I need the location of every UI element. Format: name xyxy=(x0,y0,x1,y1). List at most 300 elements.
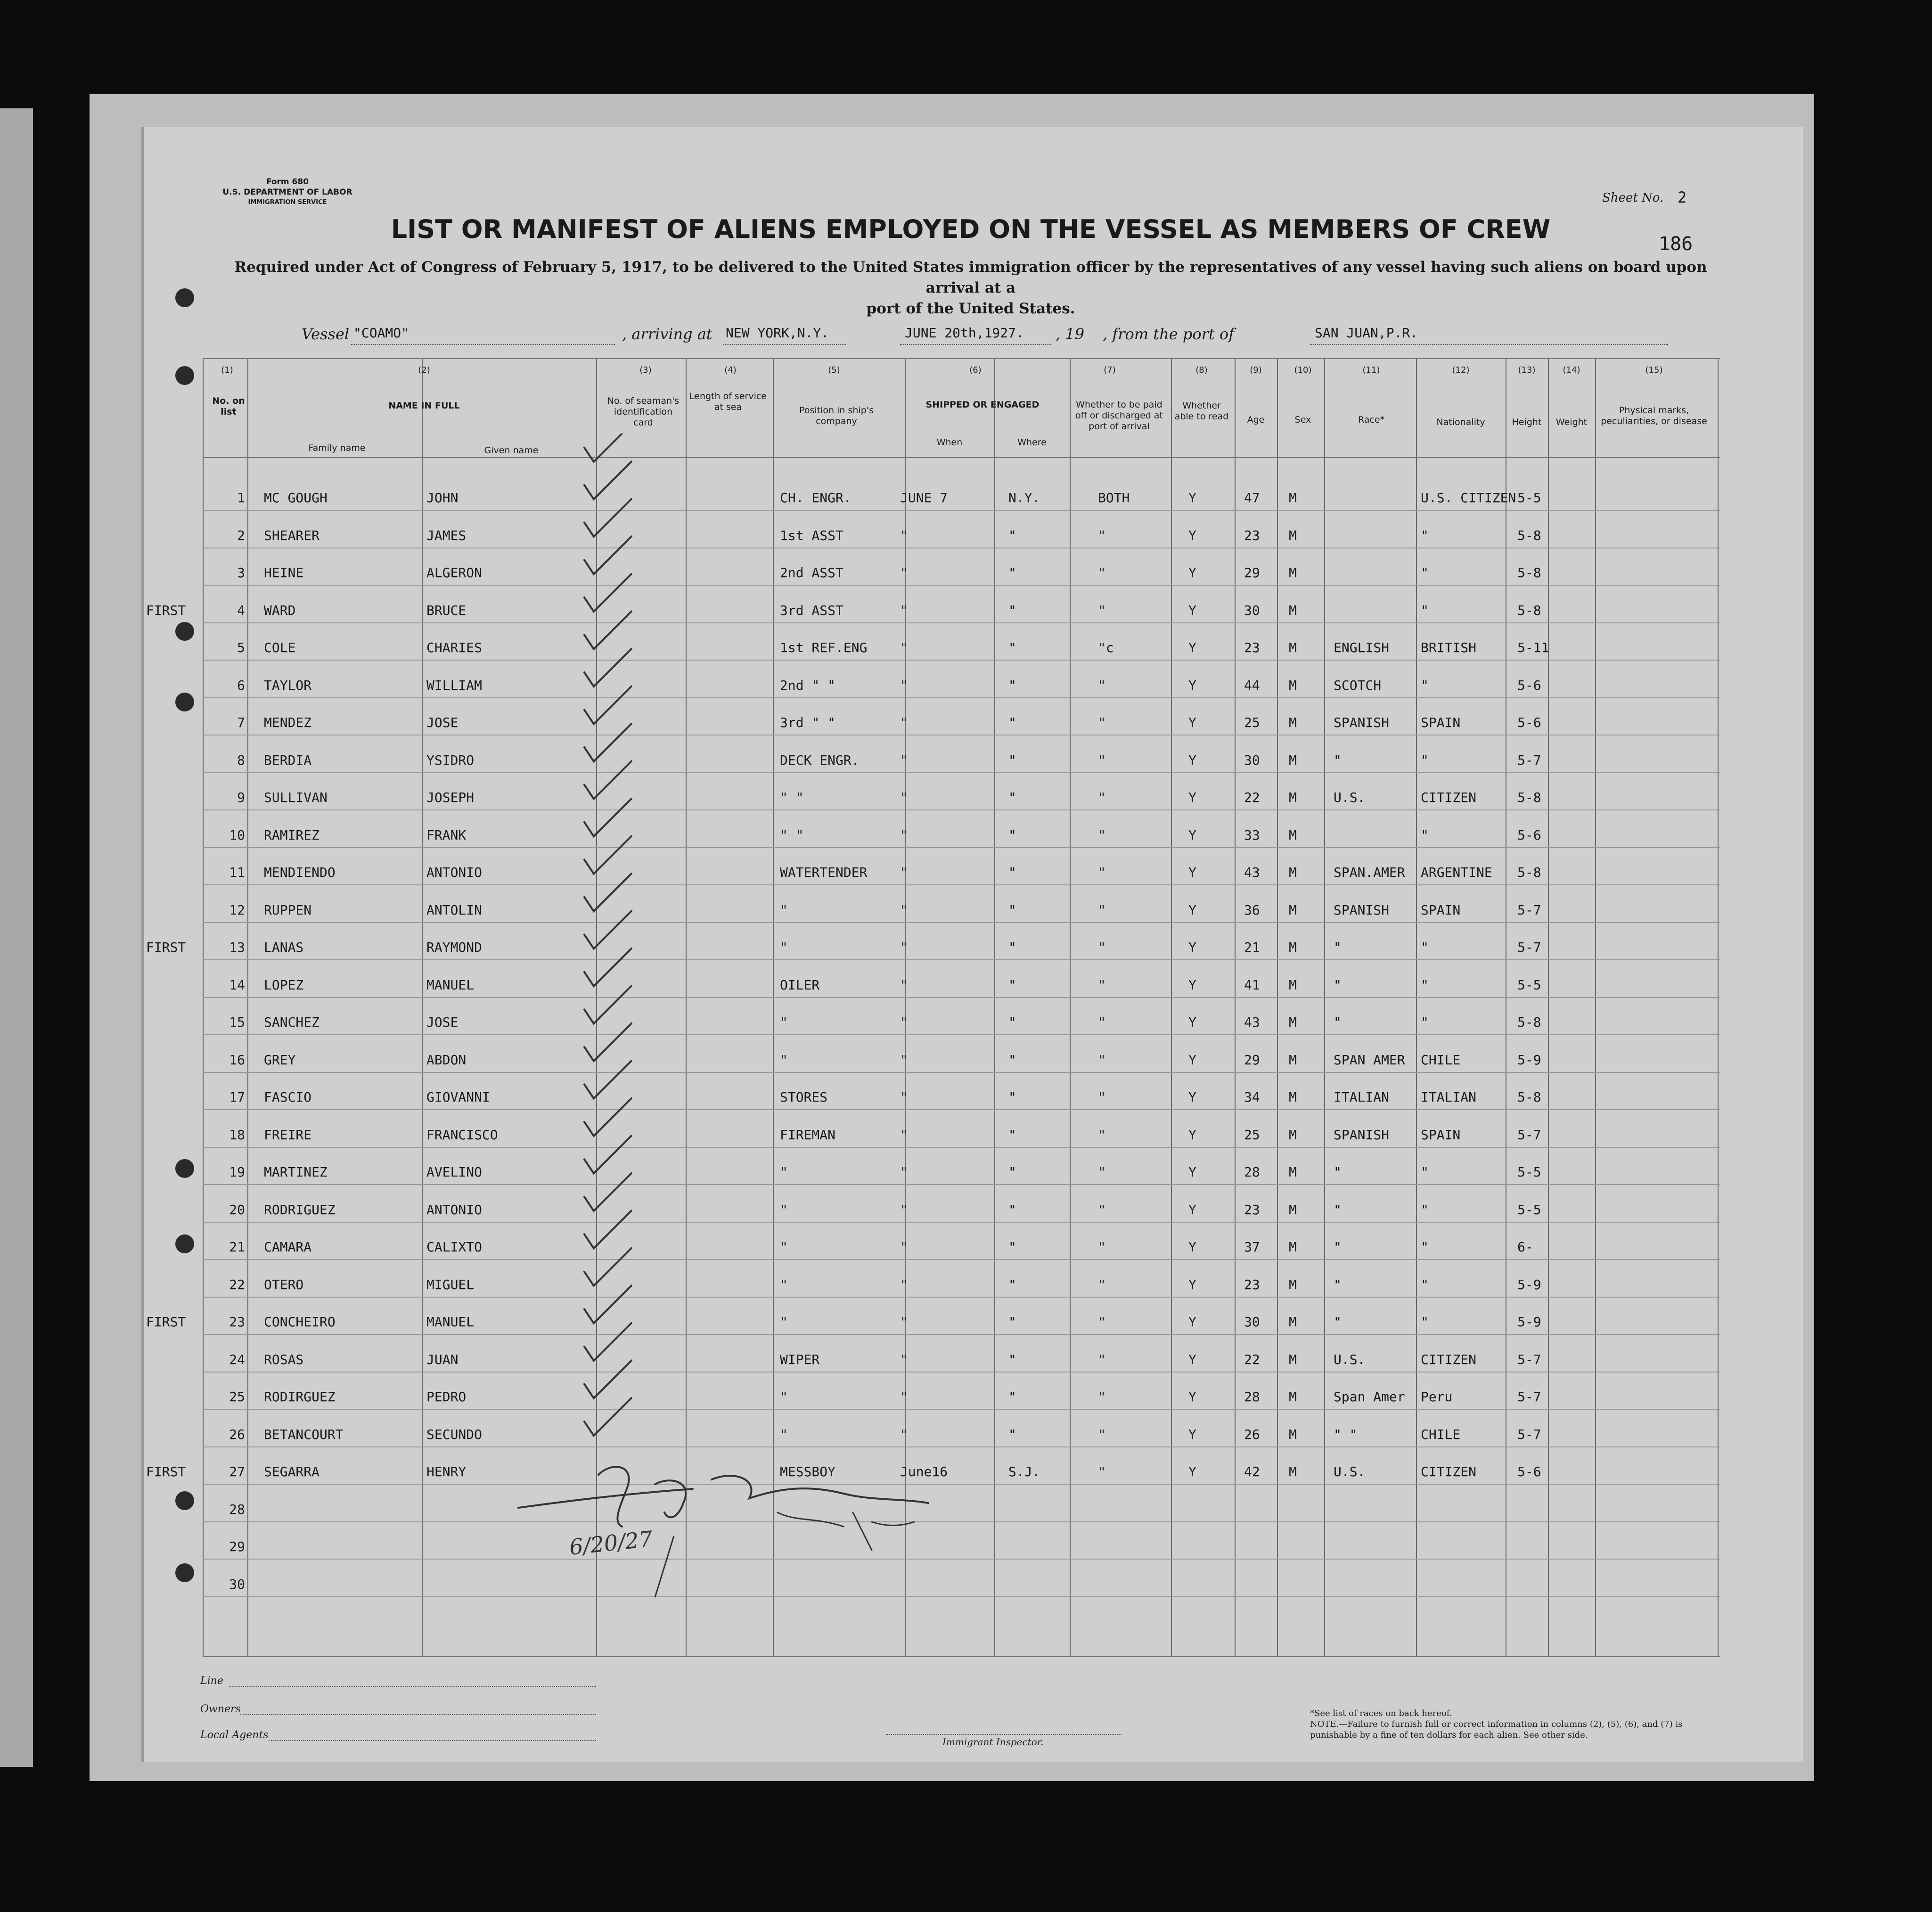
given-name: RAYMOND xyxy=(426,940,483,955)
able-to-read: Y xyxy=(1188,827,1196,843)
able-to-read: Y xyxy=(1188,677,1196,693)
able-to-read: Y xyxy=(1188,490,1196,506)
shipped-where: S.J. xyxy=(1008,1464,1040,1479)
height: 5-5 xyxy=(1517,1201,1541,1217)
shipped-where: " xyxy=(1008,1239,1016,1255)
family-name: COLE xyxy=(264,640,296,655)
grid-line xyxy=(203,809,1720,810)
paid-off: " xyxy=(1098,865,1106,880)
height: 5-8 xyxy=(1517,565,1541,580)
shipped-when: " xyxy=(900,1052,908,1068)
race: SPAN AMER xyxy=(1334,1052,1405,1068)
position: MESSBOY xyxy=(780,1464,836,1479)
check-mark xyxy=(584,574,631,612)
sex: M xyxy=(1289,827,1297,843)
family-name: RUPPEN xyxy=(264,902,312,918)
vessel-label: Vessel xyxy=(302,325,350,343)
position: 2nd " " xyxy=(780,677,836,693)
position: " xyxy=(780,1239,788,1255)
shipped-when: " xyxy=(900,1089,908,1105)
height: 5-8 xyxy=(1517,865,1541,880)
column-number: (11) xyxy=(1362,365,1380,375)
position: " xyxy=(780,1276,788,1292)
subtitle-line: Required under Act of Congress of February 5, 1917, to be delivered to the United States immigration officer by the representatives of any vessel having such aliens on board upon arrival at a xyxy=(234,259,1707,296)
race: " xyxy=(1334,1276,1342,1292)
shipped-where: " xyxy=(1008,677,1016,693)
sex: M xyxy=(1289,527,1297,543)
race: ENGLISH xyxy=(1334,640,1390,655)
document-subtitle xyxy=(217,257,1725,319)
position: 1st REF.ENG xyxy=(780,640,868,655)
row-number: 26 xyxy=(229,1426,245,1442)
grid-line xyxy=(247,358,248,1656)
paid-off: " xyxy=(1098,1127,1106,1143)
immigrant-inspector-label: Immigrant Inspector. xyxy=(942,1736,1044,1748)
grid-line xyxy=(1595,358,1596,1656)
family-name: LOPEZ xyxy=(264,977,304,993)
able-to-read: Y xyxy=(1188,1014,1196,1030)
row-number: 9 xyxy=(237,790,245,805)
sex: M xyxy=(1289,1127,1297,1143)
shipped-when: " xyxy=(900,677,908,693)
sex: M xyxy=(1289,902,1297,918)
given-name: CALIXTO xyxy=(426,1239,483,1255)
sex: M xyxy=(1289,752,1297,768)
given-name: AVELINO xyxy=(426,1164,483,1180)
column-number: (8) xyxy=(1195,365,1208,375)
row-number: 6 xyxy=(237,677,245,693)
row-number: 14 xyxy=(229,977,245,993)
grid-line xyxy=(203,772,1720,773)
check-mark xyxy=(584,874,631,911)
family-name: SULLIVAN xyxy=(264,790,327,805)
column-header: Whether able to read xyxy=(1174,400,1229,422)
height: 5-5 xyxy=(1517,490,1541,506)
height: 5-5 xyxy=(1517,977,1541,993)
race: SPANISH xyxy=(1334,902,1390,918)
check-mark xyxy=(584,1023,631,1061)
shipped-when: June16 xyxy=(900,1464,948,1479)
able-to-read: Y xyxy=(1188,1164,1196,1180)
family-name: MENDEZ xyxy=(264,715,312,730)
row-number: 21 xyxy=(229,1239,245,1255)
sex: M xyxy=(1289,1052,1297,1068)
shipped-when: " xyxy=(900,940,908,955)
shipped-when: " xyxy=(900,1014,908,1030)
able-to-read: Y xyxy=(1188,902,1196,918)
check-mark xyxy=(584,1398,631,1436)
column-header: Length of service at sea xyxy=(689,391,767,412)
signature-date: 6/20/27 xyxy=(568,1526,654,1560)
able-to-read: Y xyxy=(1188,1276,1196,1292)
grid-line xyxy=(203,959,1720,960)
height: 5-8 xyxy=(1517,1089,1541,1105)
given-name: CHARIES xyxy=(426,640,483,655)
shipped-where: " xyxy=(1008,902,1016,918)
table-row xyxy=(0,1502,1932,1520)
family-name: TAYLOR xyxy=(264,677,312,693)
punch-hole xyxy=(175,622,194,641)
paid-off: " xyxy=(1098,1239,1106,1255)
grid-line xyxy=(1324,358,1325,1656)
able-to-read: Y xyxy=(1188,640,1196,655)
family-name: LANAS xyxy=(264,940,304,955)
shipped-when: " xyxy=(900,752,908,768)
shipped-where: " xyxy=(1008,1164,1016,1180)
check-mark xyxy=(584,724,631,761)
shipped-where: " xyxy=(1008,640,1016,655)
family-name: BERDIA xyxy=(264,752,312,768)
family-name: GREY xyxy=(264,1052,296,1068)
column-number: (13) xyxy=(1518,365,1536,375)
nationality: " xyxy=(1421,565,1429,580)
row-number: 13 xyxy=(229,940,245,955)
row-number: 22 xyxy=(229,1276,245,1292)
able-to-read: Y xyxy=(1188,865,1196,880)
position: " xyxy=(780,1052,788,1068)
sex: M xyxy=(1289,1389,1297,1405)
footer-notes xyxy=(1310,1708,1725,1740)
sex: M xyxy=(1289,865,1297,880)
height: 5-9 xyxy=(1517,1276,1541,1292)
nationality: " xyxy=(1421,527,1429,543)
paid-off: " xyxy=(1098,1426,1106,1442)
check-mark xyxy=(584,433,631,462)
race: " xyxy=(1334,752,1342,768)
paid-off: " xyxy=(1098,790,1106,805)
able-to-read: Y xyxy=(1188,715,1196,730)
row-number: 27 xyxy=(229,1464,245,1479)
sex: M xyxy=(1289,1089,1297,1105)
paid-off: " xyxy=(1098,677,1106,693)
row-number: 28 xyxy=(229,1501,245,1517)
grid-line xyxy=(203,585,1720,586)
column-header: Sex xyxy=(1294,415,1311,425)
family-name: MC GOUGH xyxy=(264,490,327,506)
table-row xyxy=(0,1164,1932,1183)
agents-field-underline xyxy=(269,1740,596,1741)
grid-line xyxy=(203,1034,1720,1035)
family-name: RAMIREZ xyxy=(264,827,320,843)
race: SPANISH xyxy=(1334,1127,1390,1143)
nationality: " xyxy=(1421,752,1429,768)
family-name: FASCIO xyxy=(264,1089,312,1105)
race: SPANISH xyxy=(1334,715,1390,730)
paid-off: " xyxy=(1098,1201,1106,1217)
column-number: (6) xyxy=(969,365,982,375)
port-underline xyxy=(1310,344,1668,345)
document-title: LIST OR MANIFEST OF ALIENS EMPLOYED ON THE VESSEL AS MEMBERS OF CREW xyxy=(391,214,1551,244)
nationality: SPAIN xyxy=(1421,715,1461,730)
age: 23 xyxy=(1244,527,1260,543)
line-field-underline xyxy=(229,1686,596,1687)
able-to-read: Y xyxy=(1188,1201,1196,1217)
column-number: (5) xyxy=(828,365,840,375)
inspector-signature-line xyxy=(886,1734,1122,1735)
height: 5-7 xyxy=(1517,752,1541,768)
grid-line xyxy=(1548,358,1549,1656)
nationality: " xyxy=(1421,1276,1429,1292)
table-row xyxy=(0,902,1932,921)
height: 6- xyxy=(1517,1239,1533,1255)
column-header: No. of seaman's identification card xyxy=(607,396,679,428)
shipped-when: " xyxy=(900,902,908,918)
age: 30 xyxy=(1244,1314,1260,1330)
position: WATERTENDER xyxy=(780,865,868,880)
age: 44 xyxy=(1244,677,1260,693)
family-name: ROSAS xyxy=(264,1351,304,1367)
race: " xyxy=(1334,1239,1342,1255)
grid-line xyxy=(203,1072,1720,1073)
able-to-read: Y xyxy=(1188,1389,1196,1405)
shipped-when: " xyxy=(900,1239,908,1255)
age: 23 xyxy=(1244,1201,1260,1217)
row-number: 19 xyxy=(229,1164,245,1180)
age: 36 xyxy=(1244,902,1260,918)
shipped-where: " xyxy=(1008,602,1016,618)
shipped-where: " xyxy=(1008,1052,1016,1068)
height: 5-6 xyxy=(1517,1464,1541,1479)
arrival-port: NEW YORK,N.Y. xyxy=(726,325,829,341)
able-to-read: Y xyxy=(1188,602,1196,618)
given-name: JOSEPH xyxy=(426,790,475,805)
column-subheader: Given name xyxy=(484,445,539,456)
arrival-date: JUNE 20th,1927. xyxy=(905,325,1024,341)
age: 29 xyxy=(1244,1052,1260,1068)
able-to-read: Y xyxy=(1188,527,1196,543)
grid-line xyxy=(203,1222,1720,1223)
row-number: 3 xyxy=(237,565,245,580)
paid-off: " xyxy=(1098,1014,1106,1030)
position: " xyxy=(780,1389,788,1405)
shipped-where: " xyxy=(1008,827,1016,843)
able-to-read: Y xyxy=(1188,1052,1196,1068)
check-mark xyxy=(584,799,631,836)
family-name: SEGARRA xyxy=(264,1464,320,1479)
position: WIPER xyxy=(780,1351,820,1367)
column-number: (14) xyxy=(1563,365,1580,375)
row-number: 17 xyxy=(229,1089,245,1105)
fine-note: NOTE.—Failure to furnish full or correct information in columns (2), (5), (6), and (7) is punishable by a fine of ten dollars for each alien. See other side. xyxy=(1310,1719,1683,1740)
nationality: " xyxy=(1421,1314,1429,1330)
grid-line xyxy=(203,1297,1720,1298)
check-mark xyxy=(584,911,631,949)
age: 25 xyxy=(1244,1127,1260,1143)
pencil-check-marks xyxy=(580,433,664,1470)
column-header: No. on list xyxy=(212,396,245,417)
paid-off: " xyxy=(1098,1276,1106,1292)
column-number: (10) xyxy=(1294,365,1312,375)
sex: M xyxy=(1289,940,1297,955)
check-mark xyxy=(584,986,631,1024)
grid-line xyxy=(203,1184,1720,1185)
shipped-where: " xyxy=(1008,1014,1016,1030)
nationality: " xyxy=(1421,1164,1429,1180)
given-name: ALGERON xyxy=(426,565,483,580)
shipped-when: " xyxy=(900,790,908,805)
sex: M xyxy=(1289,602,1297,618)
height: 5-8 xyxy=(1517,1014,1541,1030)
height: 5-8 xyxy=(1517,602,1541,618)
nationality: " xyxy=(1421,1239,1429,1255)
shipped-when: " xyxy=(900,827,908,843)
shipped-when: " xyxy=(900,640,908,655)
table-row xyxy=(0,715,1932,734)
nationality: SPAIN xyxy=(1421,902,1461,918)
given-name: JOSE xyxy=(426,1014,458,1030)
table-row xyxy=(0,827,1932,846)
height: 5-6 xyxy=(1517,827,1541,843)
paid-off: " xyxy=(1098,527,1106,543)
race: SCOTCH xyxy=(1334,677,1382,693)
height: 5-8 xyxy=(1517,790,1541,805)
paid-off: " xyxy=(1098,565,1106,580)
check-mark xyxy=(584,948,631,986)
position: " xyxy=(780,1201,788,1217)
check-mark xyxy=(584,1323,631,1361)
age: 21 xyxy=(1244,940,1260,955)
grid-line xyxy=(203,457,1720,458)
grid-line xyxy=(203,997,1720,998)
table-row xyxy=(0,1277,1932,1296)
position: " " xyxy=(780,827,804,843)
nationality: " xyxy=(1421,940,1429,955)
check-mark xyxy=(584,1286,631,1324)
column-header: NAME IN FULL xyxy=(388,400,460,411)
position: " xyxy=(780,1014,788,1030)
sex: M xyxy=(1289,790,1297,805)
race: " xyxy=(1334,940,1342,955)
shipped-where: " xyxy=(1008,790,1016,805)
check-mark xyxy=(584,1248,631,1286)
given-name: YSIDRO xyxy=(426,752,475,768)
shipped-where: " xyxy=(1008,752,1016,768)
nationality: ARGENTINE xyxy=(1421,865,1492,880)
shipped-when: JUNE 7 xyxy=(900,490,948,506)
row-number: 25 xyxy=(229,1389,245,1405)
column-subheader: Where xyxy=(1017,437,1047,448)
given-name: ANTOLIN xyxy=(426,902,483,918)
shipped-where: " xyxy=(1008,1351,1016,1367)
sex: M xyxy=(1289,1239,1297,1255)
nationality: CHILE xyxy=(1421,1426,1461,1442)
grid-line xyxy=(203,697,1720,698)
sex: M xyxy=(1289,977,1297,993)
age: 25 xyxy=(1244,715,1260,730)
position: 3rd " " xyxy=(780,715,836,730)
row-number: 5 xyxy=(237,640,245,655)
punch-hole xyxy=(175,288,194,307)
department-name: U.S. DEPARTMENT OF LABOR xyxy=(222,188,352,197)
service-name: IMMIGRATION SERVICE xyxy=(248,199,327,206)
paid-off: " xyxy=(1098,1464,1106,1479)
column-header: Age xyxy=(1247,415,1265,425)
family-name: FREIRE xyxy=(264,1127,312,1143)
nationality: " xyxy=(1421,602,1429,618)
table-row xyxy=(0,1314,1932,1333)
sex: M xyxy=(1289,1464,1297,1479)
race: " xyxy=(1334,1014,1342,1030)
first-marker: FIRST xyxy=(146,940,186,955)
nationality: CITIZEN xyxy=(1421,1464,1477,1479)
paid-off: "c xyxy=(1098,640,1114,655)
grid-line xyxy=(422,358,423,1656)
able-to-read: Y xyxy=(1188,940,1196,955)
grid-line xyxy=(994,358,995,1656)
nationality: SPAIN xyxy=(1421,1127,1461,1143)
age: 28 xyxy=(1244,1389,1260,1405)
grid-line xyxy=(1416,358,1417,1656)
row-number: 8 xyxy=(237,752,245,768)
height: 5-7 xyxy=(1517,1351,1541,1367)
shipped-where: " xyxy=(1008,865,1016,880)
check-mark xyxy=(584,686,631,724)
family-name: SHEARER xyxy=(264,527,320,543)
age: 41 xyxy=(1244,977,1260,993)
given-name: FRANCISCO xyxy=(426,1127,498,1143)
position: 3rd ASST xyxy=(780,602,843,618)
paid-off: BOTH xyxy=(1098,490,1130,506)
grid-line xyxy=(203,1334,1720,1335)
nationality: CITIZEN xyxy=(1421,790,1477,805)
family-name: HEINE xyxy=(264,565,304,580)
paid-off: " xyxy=(1098,940,1106,955)
column-number: (3) xyxy=(639,365,652,375)
table-row xyxy=(0,977,1932,996)
column-number: (2) xyxy=(418,365,430,375)
position: " xyxy=(780,1314,788,1330)
paid-off: " xyxy=(1098,715,1106,730)
given-name: GIOVANNI xyxy=(426,1089,490,1105)
height: 5-8 xyxy=(1517,527,1541,543)
able-to-read: Y xyxy=(1188,565,1196,580)
sex: M xyxy=(1289,677,1297,693)
paid-off: " xyxy=(1098,977,1106,993)
shipped-when: " xyxy=(900,602,908,618)
shipped-where: " xyxy=(1008,527,1016,543)
family-name: WARD xyxy=(264,602,296,618)
age: 33 xyxy=(1244,827,1260,843)
form-number: Form 680 xyxy=(266,177,309,187)
grid-line xyxy=(203,1409,1720,1410)
family-name: OTERO xyxy=(264,1276,304,1292)
row-number: 24 xyxy=(229,1351,245,1367)
paid-off: " xyxy=(1098,827,1106,843)
check-mark xyxy=(584,649,631,686)
race: SPAN.AMER xyxy=(1334,865,1405,880)
row-number: 4 xyxy=(237,602,245,618)
owners-label: Owners xyxy=(200,1703,241,1715)
sex: M xyxy=(1289,1014,1297,1030)
grid-line xyxy=(203,358,204,1656)
race: " xyxy=(1334,1164,1342,1180)
given-name: JOSE xyxy=(426,715,458,730)
table-row xyxy=(0,752,1932,771)
shipped-where: " xyxy=(1008,1426,1016,1442)
paid-off: " xyxy=(1098,1164,1106,1180)
table-row xyxy=(0,790,1932,809)
given-name: PEDRO xyxy=(426,1389,467,1405)
nationality: " xyxy=(1421,677,1429,693)
grid-line xyxy=(203,510,1720,511)
race: U.S. xyxy=(1334,1351,1366,1367)
given-name: ANTONIO xyxy=(426,865,483,880)
shipped-where: " xyxy=(1008,940,1016,955)
shipped-when: " xyxy=(900,527,908,543)
sex: M xyxy=(1289,640,1297,655)
column-header: Race* xyxy=(1358,415,1385,425)
given-name: MANUEL xyxy=(426,1314,475,1330)
